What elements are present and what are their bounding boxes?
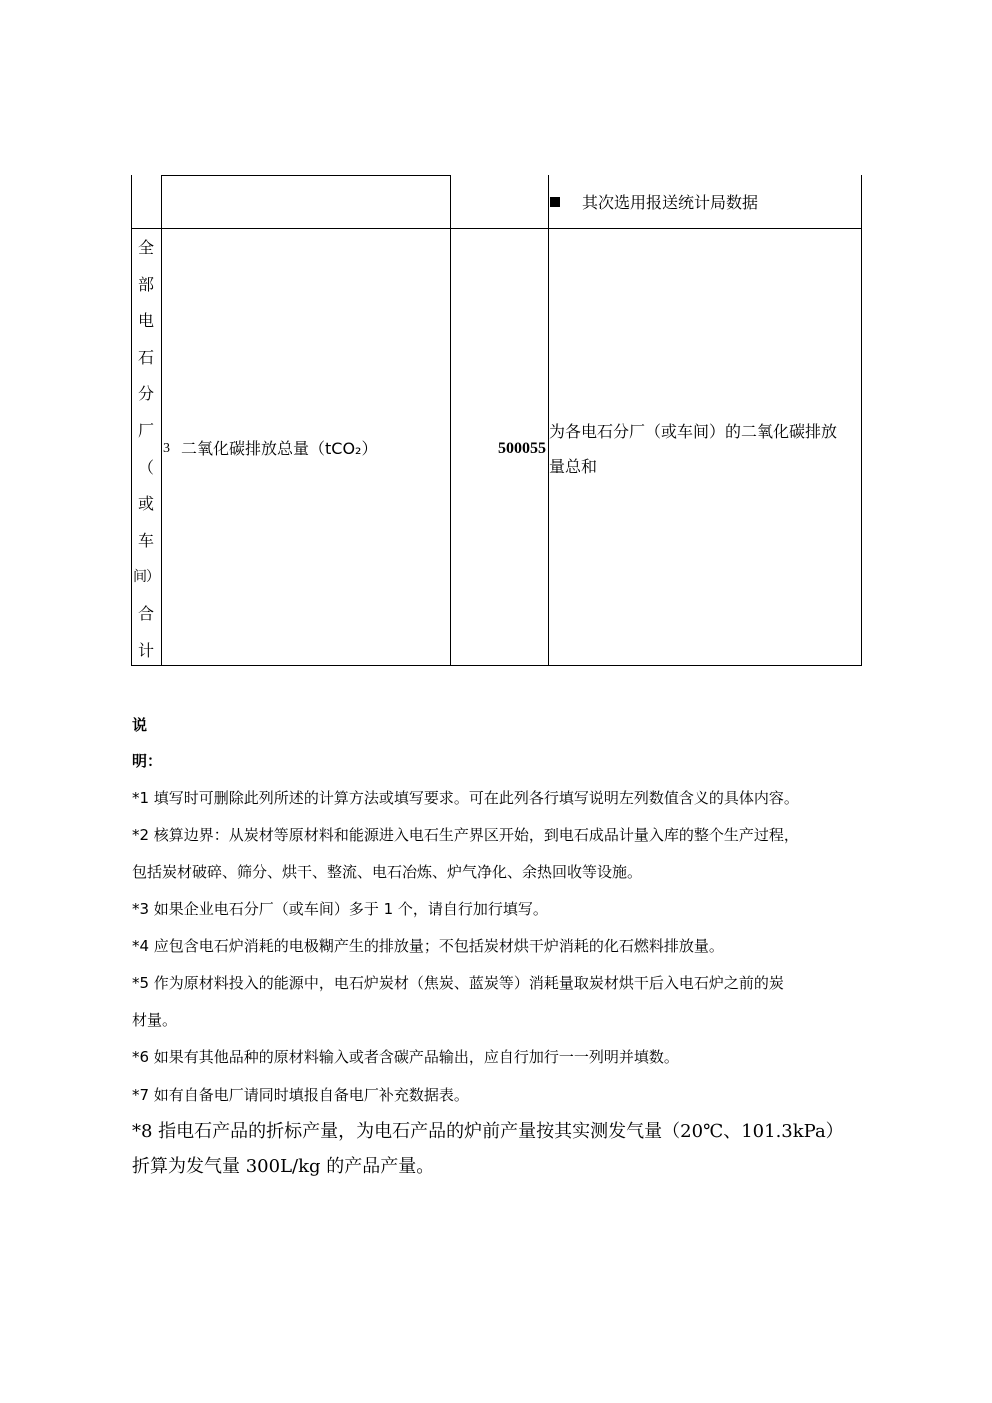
note-item-5: *5 作为原材料投入的能源中，电石炉炭材（焦炭、蓝炭等）消耗量取炭材烘干后入电石炉之前的炭 — [132, 974, 784, 992]
item-number: 3 — [163, 441, 170, 456]
table-col-divider-3 — [548, 175, 549, 666]
note-item-2: *2 核算边界：从炭材等原材料和能源进入电石生产界区开始，到电石成品计量入库的整个生产过程， — [132, 826, 799, 844]
table-row-divider — [131, 228, 862, 229]
note-item-8-cont: 折算为发气量 300L/kg 的产品产量。 — [132, 1156, 435, 1177]
vertical-label-char: 合 — [137, 604, 154, 623]
item-name: 二氧化碳排放总量（tCO₂） — [181, 439, 378, 458]
table-border-right — [861, 175, 862, 666]
vertical-label-char: 或 — [137, 494, 154, 513]
note-item-8: *8 指电石产品的折标产量，为电石产品的炉前产量按其实测发气量（20℃、101.3kPa） — [132, 1121, 844, 1142]
vertical-label-char: 车 — [137, 531, 154, 550]
note-item-2-cont: 包括炭材破碎、筛分、烘干、整流、电石冶炼、炉气净化、余热回收等设施。 — [132, 863, 643, 881]
note-item-7: *7 如有自备电厂请同时填报自备电厂补充数据表。 — [132, 1086, 469, 1104]
vertical-label-char: 间） — [133, 569, 159, 585]
note-item-4: *4 应包含电石炉消耗的电极糊产生的排放量；不包括炭材烘干炉消耗的化石燃料排放量。 — [132, 937, 724, 955]
table-col-divider-2 — [450, 175, 451, 666]
vertical-label-char: 厂 — [137, 421, 154, 440]
vertical-label-char: （ — [137, 458, 154, 477]
vertical-label-char: 计 — [137, 641, 154, 660]
vertical-label-char: 全 — [137, 238, 154, 257]
item-note-line-1: 为各电石分厂（或车间）的二氧化碳排放 — [549, 422, 838, 441]
item-value: 500055 — [498, 440, 546, 457]
note-item-6: *6 如果有其他品种的原材料输入或者含碳产品输出，应自行加行一一列明并填数。 — [132, 1048, 679, 1066]
vertical-label-char: 电 — [137, 311, 154, 330]
notes-heading-line-2: 明： — [132, 752, 163, 770]
note-item-5-cont: 材量。 — [132, 1011, 178, 1029]
vertical-label-char: 分 — [137, 384, 154, 403]
data-source-text: 其次选用报送统计局数据 — [582, 193, 759, 212]
note-item-3: *3 如果企业电石分厂（或车间）多于 1 个，请自行加行填写。 — [132, 900, 548, 918]
vertical-label-char: 石 — [137, 348, 154, 367]
item-note-line-2: 量总和 — [549, 457, 598, 476]
table-col-divider-1 — [161, 175, 162, 666]
square-bullet-icon — [550, 197, 560, 207]
note-item-1: *1 填写时可删除此列所述的计算方法或填写要求。可在此列各行填写说明左列数值含义的具体内容。 — [132, 789, 799, 807]
vertical-label-char: 部 — [137, 275, 154, 294]
table-top-inner-line — [161, 175, 451, 176]
notes-heading-line-1: 说 — [132, 716, 148, 734]
table-border-bottom — [131, 665, 862, 666]
